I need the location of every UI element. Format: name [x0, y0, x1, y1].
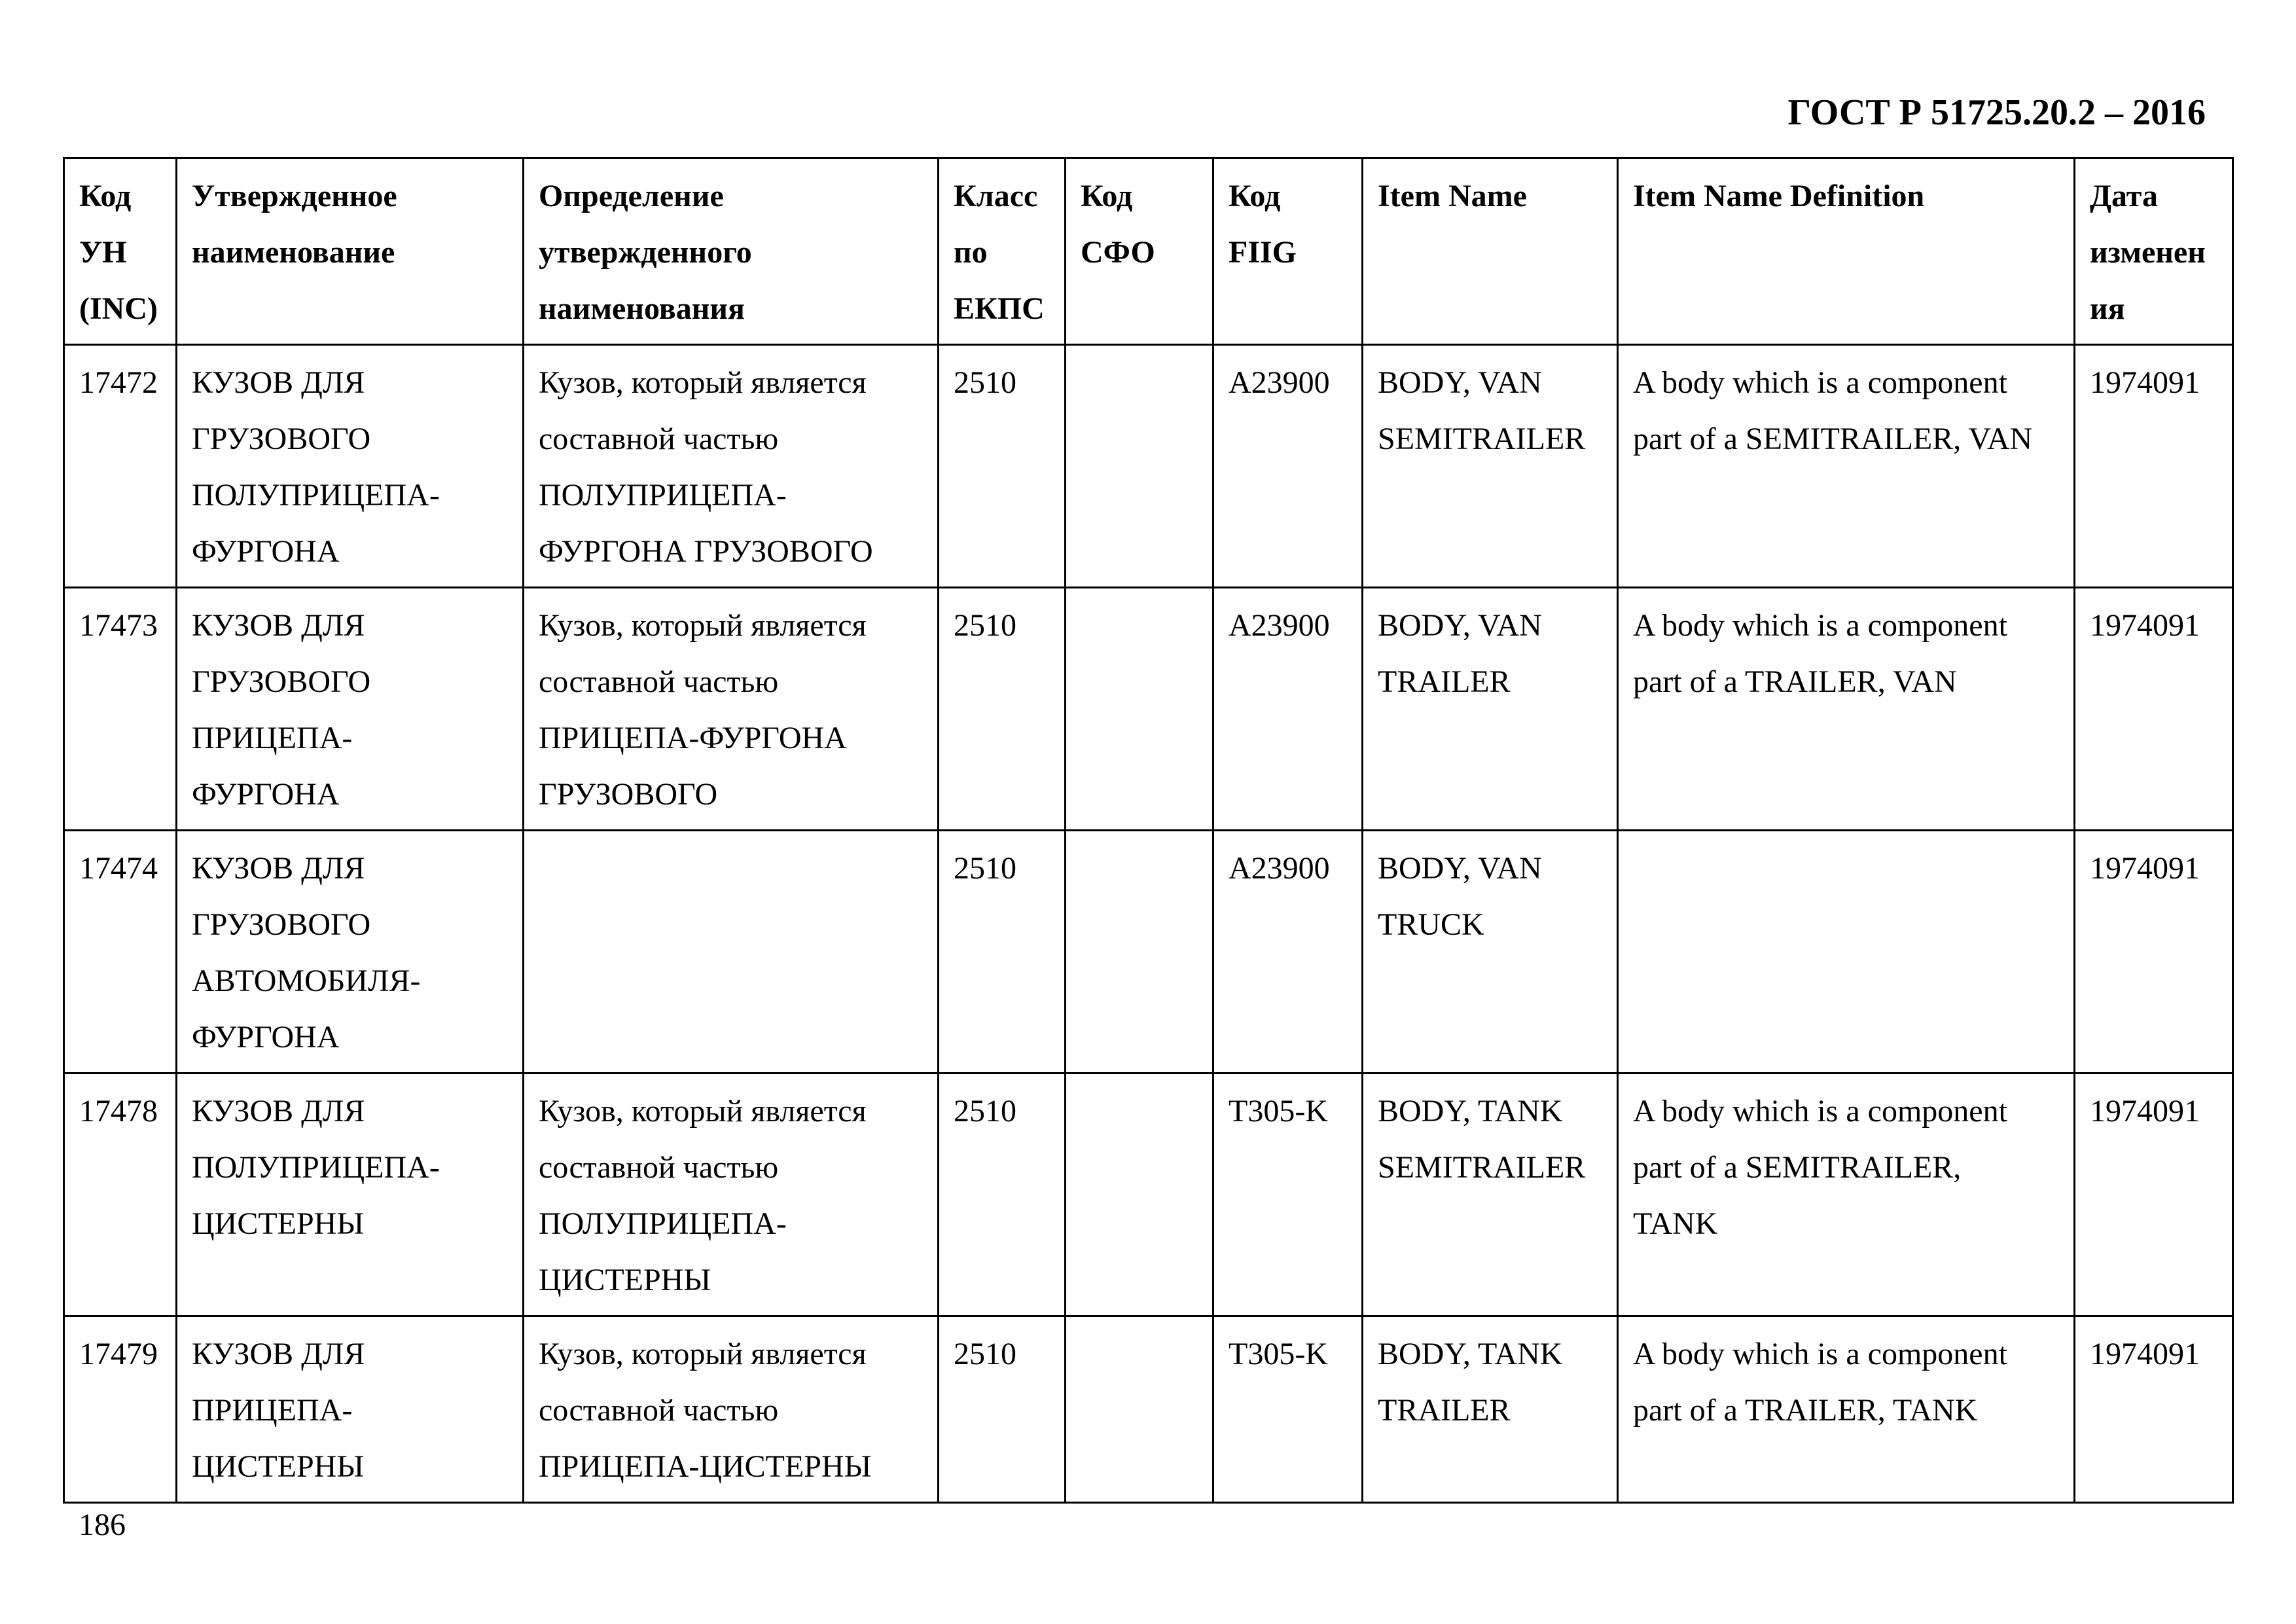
cell-definition: Кузов, который является составной частью ПРИЦЕПА-ЦИСТЕРНЫ [524, 1316, 939, 1503]
page-number: 186 [79, 1507, 126, 1542]
cell-definition [524, 831, 939, 1074]
cell-item-name-definition: A body which is a component part of a SEMITRAILER, TANK [1618, 1074, 2075, 1316]
table-row [64, 1074, 2233, 1316]
cell-sfo [1066, 1074, 1213, 1316]
cell-class: 2510 [939, 1316, 1066, 1503]
cell-item-name: BODY, VAN SEMITRAILER [1363, 345, 1618, 588]
cell-sfo [1066, 588, 1213, 831]
cell-sfo [1066, 831, 1213, 1074]
cell-inc: 17479 [64, 1316, 177, 1503]
cell-change-date: 1974091 [2075, 588, 2233, 831]
cell-item-name-definition: A body which is a component part of a TRAILER, TANK [1618, 1316, 2075, 1503]
table-row [64, 1316, 2233, 1503]
cell-item-name-definition [1618, 831, 2075, 1074]
cell-sfo [1066, 1316, 1213, 1503]
table-row [64, 345, 2233, 588]
column-header-inc: Код УН (INC) [64, 158, 177, 345]
column-header-sfo: Код СФО [1066, 158, 1213, 345]
table-row [64, 831, 2233, 1074]
cell-change-date: 1974091 [2075, 345, 2233, 588]
column-header-approved-name: Утвержденное наименование [177, 158, 524, 345]
cell-approved-name: КУЗОВ ДЛЯ ПОЛУПРИЦЕПА- ЦИСТЕРНЫ [177, 1074, 524, 1316]
cell-item-name: BODY, VAN TRAILER [1363, 588, 1618, 831]
cell-fiig: T305-K [1213, 1074, 1363, 1316]
cell-definition: Кузов, который является составной частью ПОЛУПРИЦЕПА- ЦИСТЕРНЫ [524, 1074, 939, 1316]
cell-inc: 17472 [64, 345, 177, 588]
cell-approved-name: КУЗОВ ДЛЯ ГРУЗОВОГО ПОЛУПРИЦЕПА- ФУРГОНА [177, 345, 524, 588]
column-header-item-name-definition: Item Name Definition [1618, 158, 2075, 345]
cell-class: 2510 [939, 588, 1066, 831]
cell-definition: Кузов, который является составной частью ПОЛУПРИЦЕПА- ФУРГОНА ГРУЗОВОГО [524, 345, 939, 588]
cell-approved-name: КУЗОВ ДЛЯ ГРУЗОВОГО АВТОМОБИЛЯ- ФУРГОНА [177, 831, 524, 1074]
cell-fiig: T305-K [1213, 1316, 1363, 1503]
table-row [64, 588, 2233, 831]
cell-change-date: 1974091 [2075, 1074, 2233, 1316]
cell-change-date: 1974091 [2075, 1316, 2233, 1503]
catalog-table [63, 157, 2234, 1504]
cell-approved-name: КУЗОВ ДЛЯ ПРИЦЕПА- ЦИСТЕРНЫ [177, 1316, 524, 1503]
cell-fiig: A23900 [1213, 831, 1363, 1074]
column-header-change-date: Дата изменен ия [2075, 158, 2233, 345]
cell-item-name: BODY, VAN TRUCK [1363, 831, 1618, 1074]
cell-item-name: BODY, TANK SEMITRAILER [1363, 1074, 1618, 1316]
cell-fiig: A23900 [1213, 588, 1363, 831]
cell-class: 2510 [939, 831, 1066, 1074]
column-header-fiig: Код FIIG [1213, 158, 1363, 345]
cell-item-name-definition: A body which is a component part of a SEMITRAILER, VAN [1618, 345, 2075, 588]
cell-approved-name: КУЗОВ ДЛЯ ГРУЗОВОГО ПРИЦЕПА- ФУРГОНА [177, 588, 524, 831]
cell-fiig: A23900 [1213, 345, 1363, 588]
cell-item-name-definition: A body which is a component part of a TRAILER, VAN [1618, 588, 2075, 831]
document-standard-code: ГОСТ Р 51725.20.2 – 2016 [1787, 92, 2206, 133]
column-header-class: Класс по ЕКПС [939, 158, 1066, 345]
cell-inc: 17478 [64, 1074, 177, 1316]
cell-inc: 17473 [64, 588, 177, 831]
column-header-item-name: Item Name [1363, 158, 1618, 345]
table-header-row [64, 158, 2233, 345]
column-header-definition: Определение утвержденного наименования [524, 158, 939, 345]
cell-sfo [1066, 345, 1213, 588]
cell-class: 2510 [939, 345, 1066, 588]
cell-class: 2510 [939, 1074, 1066, 1316]
cell-item-name: BODY, TANK TRAILER [1363, 1316, 1618, 1503]
cell-change-date: 1974091 [2075, 831, 2233, 1074]
cell-inc: 17474 [64, 831, 177, 1074]
cell-definition: Кузов, который является составной частью ПРИЦЕПА-ФУРГОНА ГРУЗОВОГО [524, 588, 939, 831]
